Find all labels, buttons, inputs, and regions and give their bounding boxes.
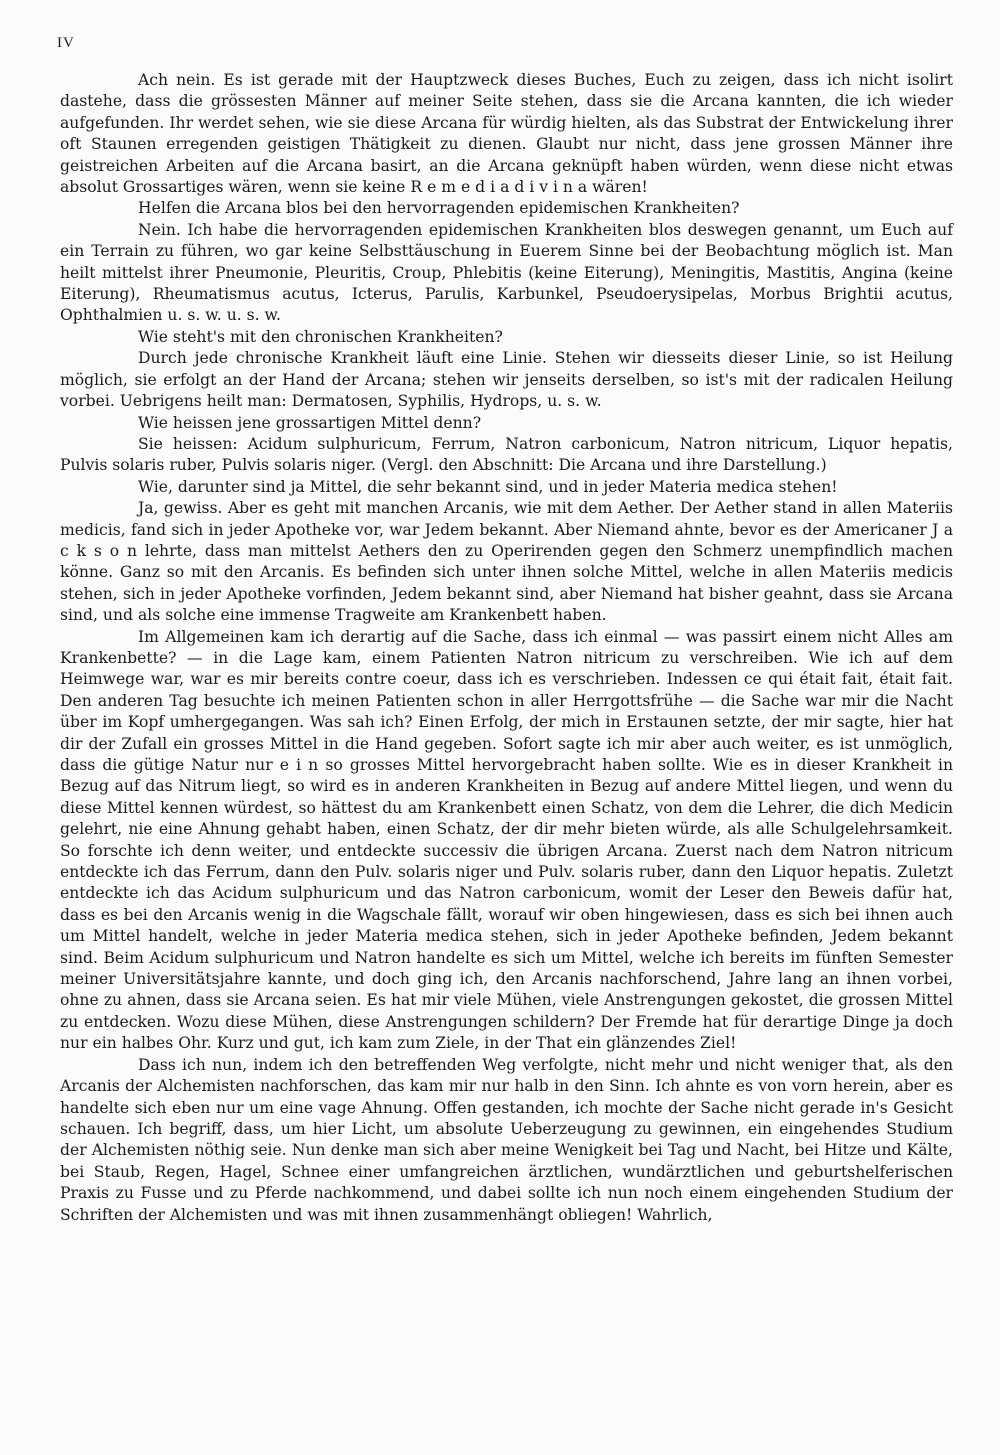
question-paragraph: Helfen die Arcana blos bei den hervorragenden epidemischen Krankheiten? bbox=[138, 199, 740, 218]
question-paragraph: Wie heissen jene grossartigen Mittel denn? bbox=[138, 413, 482, 432]
paragraph: Ach nein. Es ist gerade mit der Hauptzweck dieses Buches, Euch zu zeigen, dass ich nicht isolirt dastehe, dass die grössesten Männer auf meiner Seite stehen, dass sie die Arcana kannten, die ich wieder aufgefunden. Ihr werdet sehen, wie sie diese Arcana für würdig hielten, als das Substrat der Entwickelung ihrer oft Staunen erregenden geistigen Thätigkeit zu dienen. Glaubt nur nicht, dass jene grossen Männer ihre geistreichen Arbeiten auf die Arcana basirt, an die Arcana geknüpft haben würden, wenn diese nicht etwas absolut Grossartiges wären, wenn sie keine R e m e d i a d i v i n a wären! bbox=[60, 71, 953, 197]
paragraph: Im Allgemeinen kam ich derartig auf die Sache, dass ich einmal — was passirt einem nicht Alles am Krankenbette? — in die Lage kam, einem Patienten Natron nitricum zu verschreiben. Wie ich auf dem Heimwege war, war es mir bereits contre coeur, dass ich es verschrieben. Indessen ce qui était fait, était fait. Den anderen Tag besuchte ich meinen Patienten schon in aller Herrgottsfrühe — die Sache war mir die Nacht über im Kopf umhergegangen. Was sah ich? Einen Erfolg, der mich in Erstaunen setzte, der mir sagte, hier hat dir der Zufall ein grosses Mittel in die Hand gegeben. Sofort sagte ich mir aber auch weiter, es ist unmöglich, dass die gütige Natur nur e i n so grosses Mittel hervorgebracht haben sollte. Wie es in dieser Krankheit in Bezug auf das Nitrum liegt, so wird es in anderen Krankheiten in Bezug auf andere Mittel liegen, und wenn du diese Mittel kennen würdest, so hättest du am Krankenbett einen Schatz, von dem die Lehrer, die dich Medicin gelehrt, nie eine Ahnung gehabt haben, einen Schatz, der dir mehr bieten würde, als alle Schulgelehrsamkeit. So forschte ich denn weiter, und entdeckte successiv die übrigen Arcana. Zuerst nach dem Natron nitricum entdeckte ich das Ferrum, dann den Pulv. solaris niger und Pulv. solaris ruber, dann den Liquor hepatis. Zuletzt entdeckte ich das Acidum sulphuricum und das Natron carbonicum, womit der Leser den Beweis dafür hat, dass es bei den Arcanis wenig in die Wagschale fällt, worauf wir oben hingewiesen, dass es sich bei ihnen auch um Mittel handelt, welche in jeder Materia medica stehen, sich in jeder Apotheke befinden, Jedem bekannt sind. Beim Acidum sulphuricum und Natron handelte es sich um Mittel, welche ich bereits im fünften Semester meiner Universitätsjahre kannte, und doch ging ich, den Arcanis nachforschend, Jahre lang an ihnen vorbei, ohne zu ahnen, dass sie Arcana seien. Es hat mir viele Mühen, viele Anstrengungen gekostet, die grossen Mittel zu entdecken. Wozu diese Mühen, diese Anstrengungen schildern? Der Fremde hat für derartige Dinge ja doch nur ein halbes Ohr. Kurz und gut, ich kam zum Ziele, in der That ein glänzendes Ziel! bbox=[60, 627, 953, 1053]
paragraph: Sie heissen: Acidum sulphuricum, Ferrum, Natron carbonicum, Natron nitricum, Liquor hepatis, Pulvis solaris ruber, Pulvis solaris niger. (Vergl. den Abschnitt: Die Arcana und ihre Darstellung.) bbox=[60, 434, 953, 475]
text-body bbox=[60, 70, 953, 1226]
paragraph: Nein. Ich habe die hervorragenden epidemischen Krankheiten blos deswegen genannt, um Euch auf ein Terrain zu führen, wo gar keine Selbsttäuschung in Euerem Sinne bei der Beobachtung möglich ist. Man heilt mittelst ihrer Pneumonie, Pleuritis, Croup, Phlebitis (keine Eiterung), Meningitis, Mastitis, Angina (keine Eiterung), Rheumatismus acutus, Icterus, Parulis, Karbunkel, Pseudoerysipelas, Morbus Brightii acutus, Ophthalmien u. s. w. u. s. w. bbox=[60, 220, 953, 325]
paragraph: Dass ich nun, indem ich den betreffenden Weg verfolgte, nicht mehr und nicht weniger that, als den Arcanis der Alchemisten nachforschen, das kam mir nur halb in den Sinn. Ich ahnte es von vorn herein, aber es handelte sich eben nur um eine vage Ahnung. Offen gestanden, ich mochte der Sache nicht gerade in's Gesicht schauen. Ich begriff, dass, um hier Licht, um absolute Ueberzeugung zu gewinnen, ein eingehendes Studium der Alchemisten nöthig seie. Nun denke man sich aber meine Wenigkeit bei Tag und Nacht, bei Hitze und Kälte, bei Staub, Regen, Hagel, Schnee einer umfangreichen ärztlichen, wundärztlichen und geburtshelferischen Praxis zu Fusse und zu Pferde nachkommend, und dabei sollte ich nun noch einem eingehenden Studium der Schriften der Alchemisten und was mit ihnen zusammenhängt obliegen! Wahrlich, bbox=[60, 1055, 953, 1224]
question-paragraph: Wie steht's mit den chronischen Krankheiten? bbox=[138, 327, 503, 346]
page-number: IV bbox=[57, 35, 75, 51]
paragraph: Durch jede chronische Krankheit läuft eine Linie. Stehen wir diesseits dieser Linie, so ist Heilung möglich, sie erfolgt an der Hand der Arcana; stehen wir jenseits derselben, so ist's mit der radicalen Heilung vorbei. Uebrigens heilt man: Dermatosen, Syphilis, Hydrops, u. s. w. bbox=[60, 349, 953, 411]
question-paragraph: Wie, darunter sind ja Mittel, die sehr bekannt sind, und in jeder Materia medica stehen! bbox=[138, 477, 838, 496]
paragraph: Ja, gewiss. Aber es geht mit manchen Arcanis, wie mit dem Aether. Der Aether stand in allen Materiis medicis, fand sich in jeder Apotheke vor, war Jedem bekannt. Aber Niemand ahnte, bevor es der Americaner J a c k s o n lehrte, dass man mittelst Aethers den zu Operirenden gegen den Schmerz unempfindlich machen könne. Ganz so mit den Arcanis. Es befinden sich unter ihnen solche Mittel, welche in allen Materiis medicis stehen, sich in jeder Apotheke vorfinden, Jedem bekannt sind, aber Niemand hat bisher geahnt, dass sie Arcana sind, und als solche eine immense Tragweite am Krankenbett haben. bbox=[60, 499, 953, 625]
